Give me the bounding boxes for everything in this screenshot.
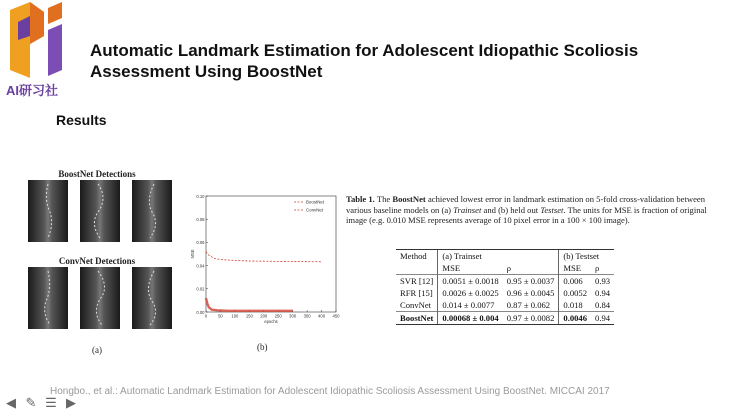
- rho-header: ρ: [595, 263, 600, 273]
- table-row: [396, 299, 614, 312]
- x-tick-label: 0: [204, 313, 208, 319]
- slide-title: Automatic Landmark Estimation for Adolescent Idiopathic Scoliosis Assessment Using BoostNet: [90, 41, 639, 81]
- y-tick-label: 0.08: [196, 217, 205, 222]
- method-cell: BoostNet: [396, 312, 438, 325]
- x-tick-label: 250: [274, 313, 282, 319]
- mse-cell: 0.014 ± 0.0077: [438, 299, 503, 312]
- y-tick-label: 0.00: [196, 309, 205, 315]
- y-tick-label: 0.04: [196, 263, 205, 269]
- rho-cell: 0.96 ± 0.0045: [506, 288, 555, 298]
- boostnet-detections-title: BoostNet Detections: [58, 169, 136, 179]
- xray-image: [132, 180, 172, 242]
- table-row: [396, 275, 614, 288]
- mse-header: MSE: [559, 262, 591, 275]
- method-cell: SVR [12]: [396, 275, 438, 288]
- x-tick-label: 400: [318, 313, 326, 319]
- table-caption-testset: Testset: [540, 204, 564, 215]
- menu-icon[interactable]: ☰: [45, 395, 57, 410]
- table-caption-text: achieved lowest error in landmark estimation on 5-fold cross-validation between various baseline models on (a): [346, 194, 705, 215]
- table-caption-text: and (b) held out: [483, 204, 539, 215]
- convnet-detections-title: ConvNet Detections: [58, 256, 136, 266]
- x-tick-label: 200: [260, 313, 268, 319]
- table-caption-trainset: Trainset: [453, 204, 482, 215]
- xray-image: [28, 267, 68, 329]
- mse-cell: 0.0046: [559, 312, 591, 325]
- mse-training-chart: [190, 188, 340, 328]
- legend-label: ConvNet: [306, 207, 324, 213]
- trainset-header: (a) Trainset: [438, 250, 559, 263]
- mse-cell: 0.0026 ± 0.0025: [438, 287, 503, 299]
- figure-caption-a: (a): [92, 345, 102, 355]
- table-caption: [346, 194, 716, 226]
- testset-header: (b) Testset: [559, 250, 614, 263]
- xray-image: [80, 267, 120, 329]
- y-tick-label: 0.02: [196, 286, 205, 292]
- x-axis-label: epochs: [264, 319, 278, 324]
- xray-image: [28, 180, 68, 242]
- mse-cell: 0.0052: [559, 287, 591, 299]
- x-tick-label: 300: [289, 313, 297, 319]
- rho-cell: 0.95 ± 0.0037: [503, 275, 559, 288]
- rho-cell: 0.84: [595, 300, 611, 310]
- rho-header: ρ: [506, 263, 511, 273]
- y-axis-label: MSE: [190, 249, 195, 259]
- xray-image: [132, 267, 172, 329]
- mse-cell: 0.006: [559, 275, 591, 288]
- legend-label: BoostNet: [306, 199, 325, 205]
- slide-toolbar: [4, 396, 78, 412]
- series-line-convnet: [206, 252, 322, 262]
- x-tick-label: 350: [303, 313, 311, 319]
- table-caption-boostnet: BoostNet: [392, 194, 426, 204]
- citation: Hongbo., et al.: Automatic Landmark Estimation for Adolescent Idiopathic Scoliosis Assessment Using BoostNet. MICCAI 2017: [50, 386, 610, 397]
- x-tick-label: 100: [231, 313, 239, 319]
- method-cell: ConvNet: [400, 300, 432, 310]
- xray-image: [80, 180, 120, 242]
- rho-cell: 0.94: [591, 312, 614, 325]
- results-table: [396, 249, 614, 325]
- rho-cell: 0.97 ± 0.0082: [503, 312, 559, 325]
- rho-cell: 0.93: [591, 275, 614, 288]
- table-caption-lead: Table 1.: [346, 194, 375, 204]
- series-line-boostnet: [206, 298, 293, 311]
- arrow-left-icon[interactable]: ◀: [6, 395, 16, 410]
- table-caption-text: The: [376, 194, 391, 204]
- y-tick-label: 0.10: [196, 193, 205, 199]
- table-row: [396, 312, 614, 325]
- rho-cell: 0.94: [595, 288, 611, 298]
- mse-cell: 0.00068 ± 0.004: [438, 312, 503, 325]
- arrow-right-icon[interactable]: ▶: [66, 395, 76, 410]
- mse-header: MSE: [438, 262, 503, 275]
- mse-cell: 0.0051 ± 0.0018: [438, 275, 503, 288]
- method-cell: RFR [15]: [400, 288, 433, 298]
- section-heading: Results: [56, 112, 107, 128]
- y-tick-label: 0.06: [196, 240, 205, 246]
- table-caption-text: . The units for MSE is fraction of original image (e.g. 0.010 MSE represents average of 10 pixel error in a 100 × 100 image).: [346, 204, 707, 226]
- table-subheader-row: [396, 262, 614, 275]
- x-tick-label: 50: [218, 313, 223, 319]
- figure-caption-b: (b): [257, 342, 268, 352]
- table-header-row: [396, 250, 614, 263]
- table-row: [396, 287, 614, 299]
- logo-text: AI研习社: [6, 83, 59, 98]
- method-header: Method: [396, 250, 438, 263]
- mse-cell: 0.018: [559, 299, 591, 312]
- pen-icon[interactable]: ✎: [25, 395, 37, 410]
- chart-frame: [206, 196, 336, 312]
- x-tick-label: 150: [245, 313, 253, 319]
- x-tick-label: 450: [332, 313, 340, 319]
- rho-cell: 0.87 ± 0.062: [506, 300, 551, 310]
